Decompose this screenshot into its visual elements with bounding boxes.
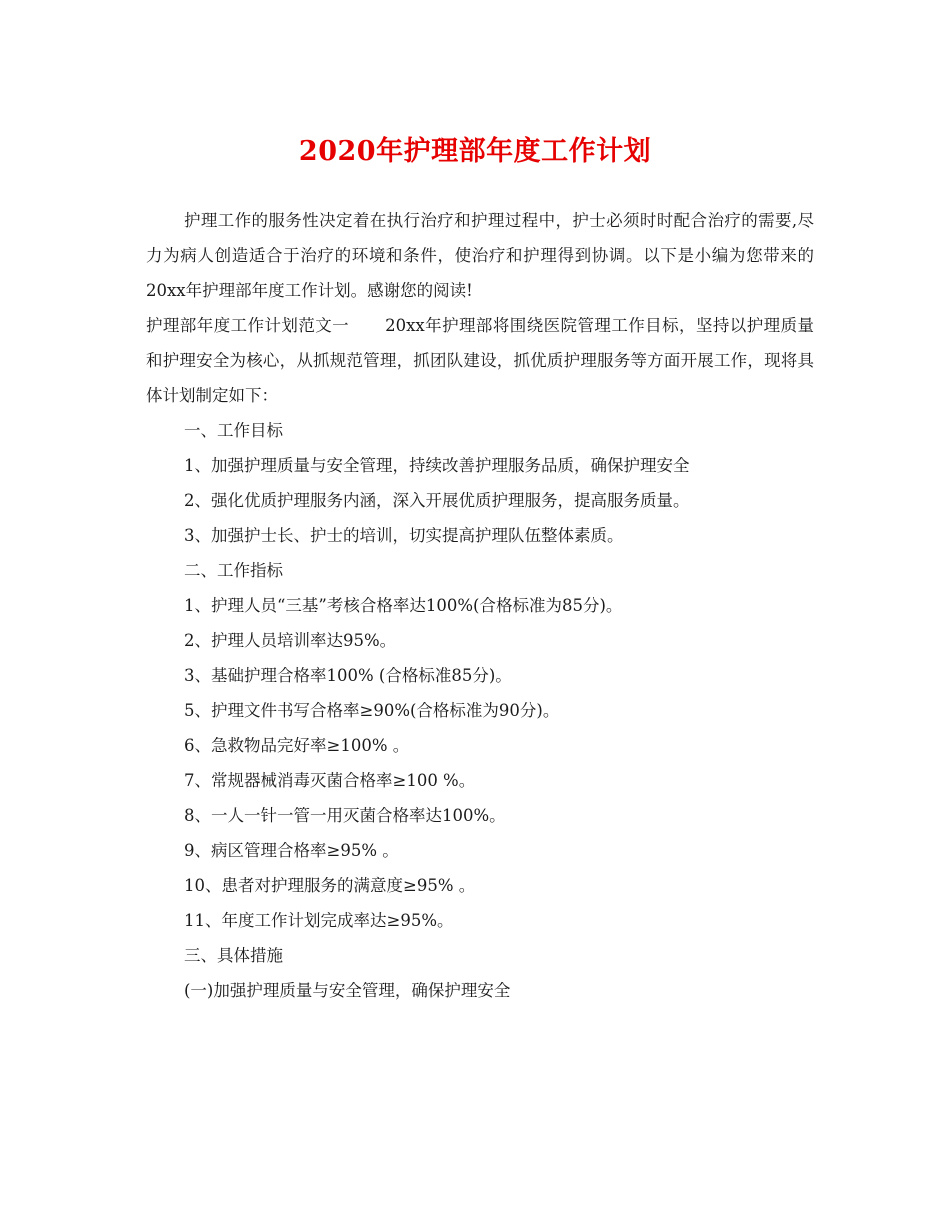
indicator-item: 11、年度工作计划完成率达≥95%。	[184, 911, 454, 930]
indicator-item: 8、一人一针一管一用灭菌合格率达100%。	[184, 806, 506, 825]
document-title: 2020年护理部年度工作计划	[298, 136, 652, 167]
section-heading-measures: 三、具体措施	[184, 946, 283, 965]
indicator-item: 10、患者对护理服务的满意度≥95% 。	[184, 876, 476, 895]
intro-paragraph: 护理工作的服务性决定着在执行治疗和护理过程中，护士必须时时配合治疗的需要,尽力为病人创造适合于治疗的环境和条件，使治疗和护理得到协调。以下是小编为您带来的20xx年护理部年度工作计划。感谢您的阅读!	[146, 211, 814, 300]
goal-item: 3、加强护士长、护士的培训，切实提高护理队伍整体素质。	[184, 526, 624, 545]
section-heading-indicators: 二、工作指标	[184, 561, 283, 580]
section-heading-goals: 一、工作目标	[184, 421, 283, 440]
sample-paragraph	[146, 308, 814, 413]
goal-item: 1、加强护理质量与安全管理，持续改善护理服务品质，确保护理安全	[184, 456, 690, 475]
indicator-item: 3、基础护理合格率100% (合格标准85分)。	[184, 666, 512, 685]
indicator-item: 6、急救物品完好率≥100% 。	[184, 736, 410, 755]
goal-item: 2、强化优质护理服务内涵，深入开展优质护理服务，提高服务质量。	[184, 491, 690, 510]
indicator-item: 5、护理文件书写合格率≥90%(合格标准为90分)。	[184, 701, 560, 720]
measure-subheading: (一)加强护理质量与安全管理，确保护理安全	[184, 981, 511, 1000]
indicator-item: 9、病区管理合格率≥95% 。	[184, 841, 399, 860]
sample-intro: 20xx年护理部将围绕医院管理工作目标，坚持以护理质量和护理安全为核心，从抓规范管理，抓团队建设，抓优质护理服务等方面开展工作，现将具体计划制定如下：	[146, 316, 815, 405]
sample-heading: 护理部年度工作计划范文一	[146, 316, 350, 335]
indicator-item: 2、护理人员培训率达95%。	[184, 631, 397, 650]
indicator-item: 7、常规器械消毒灭菌合格率≥100 %。	[184, 771, 476, 790]
document-body	[146, 203, 814, 1008]
indicator-item: 1、护理人员“三基”考核合格率达100%(合格标准为85分)。	[184, 596, 623, 615]
